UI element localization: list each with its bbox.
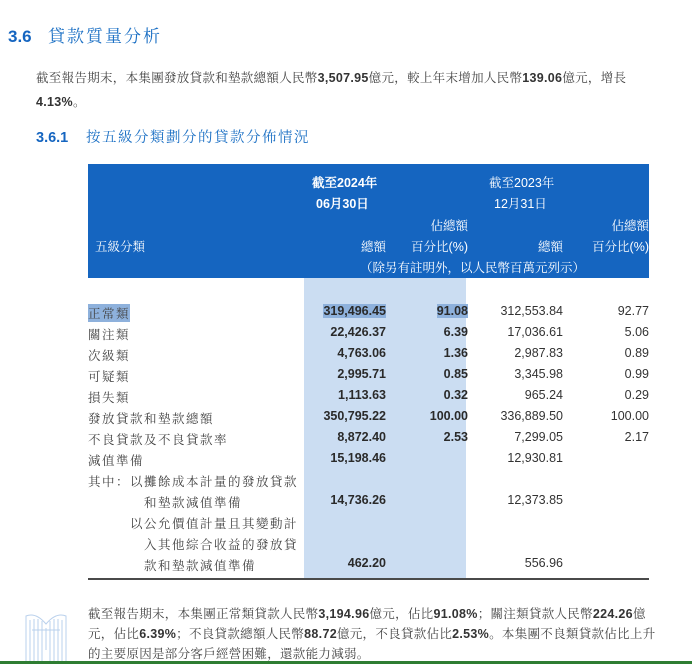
amount-2023: 312,553.84: [500, 304, 563, 318]
unit-note: （除另有註明外，以人民幣百萬元列示）: [360, 261, 586, 275]
pct-header-line2: 百分比(%): [592, 240, 649, 254]
pct-2023: 0.29: [624, 388, 649, 402]
row-label: 可疑類: [88, 370, 131, 384]
table-row: [88, 556, 649, 577]
table-body: [88, 278, 649, 578]
amount-2024: 14,736.26: [330, 493, 386, 507]
row-label: 和墊款減值準備: [144, 496, 243, 510]
amount-2023: 965.24: [524, 388, 563, 402]
period1-label: 截至2024年: [312, 176, 378, 190]
summary-paragraph: [88, 604, 668, 664]
amount-2023: 7,299.05: [514, 430, 563, 444]
pct-2024: 1.36: [443, 346, 468, 360]
period2-date: 12月31日: [494, 197, 547, 211]
amount-2023: 12,930.81: [507, 451, 563, 465]
amount-2023: 12,373.85: [507, 493, 563, 507]
amount-2023: 2,987.83: [514, 346, 563, 360]
summary-value: 91.08%: [433, 607, 478, 621]
row-label: 不良貸款及不良貸款率: [88, 433, 229, 447]
section-number: 3.6: [8, 27, 32, 46]
intro-text: 億元，較上年末增加人民幣: [368, 71, 523, 85]
row-label: 正常類: [88, 304, 130, 322]
intro-text: 億元，增長: [562, 71, 627, 85]
pct-2023: 0.89: [624, 346, 649, 360]
summary-text: 。本集團不良類貸款佔比上升的主要原因是部分客戶經營困難，還款能力減弱。: [88, 627, 656, 661]
summary-text: 億元，佔比: [369, 607, 434, 621]
category-header: 五級分類: [95, 240, 146, 254]
amount-2024: 1,113.63: [338, 388, 386, 402]
summary-value: 3,194.96: [318, 607, 370, 621]
pct-2023: 100.00: [610, 409, 649, 423]
table-row: [88, 493, 649, 514]
summary-value: 6.39%: [139, 627, 177, 641]
pct-2023: 5.06: [624, 325, 649, 339]
pct-2024: 0.85: [443, 367, 468, 381]
table-row: [88, 535, 649, 556]
subsection-number: 3.6.1: [36, 130, 69, 146]
summary-value: 224.26: [592, 607, 633, 621]
table-row: [88, 514, 649, 535]
pct-2024: 0.32: [443, 388, 468, 402]
table-header: [88, 164, 649, 278]
loan-classification-table: [88, 164, 649, 578]
period2-label: 截至2023年: [489, 176, 555, 190]
subsection-heading: [36, 126, 310, 147]
intro-text: 。: [72, 95, 86, 109]
pct-2023: 92.77: [617, 304, 649, 318]
summary-text: 截至報告期末，本集團正常類貸款人民幣: [88, 607, 319, 621]
row-label: 次級類: [88, 349, 131, 363]
row-label: 入其他綜合收益的發放貸: [144, 538, 299, 552]
amount-header: 總額: [360, 240, 386, 254]
amount-2024: 462.20: [347, 556, 386, 570]
pct-2024: 2.53: [443, 430, 468, 444]
intro-paragraph: [36, 66, 656, 114]
amount-2024: 2,995.71: [337, 367, 386, 381]
pct-2024: 6.39: [443, 325, 468, 339]
watermark-logo-icon: [22, 610, 70, 664]
amount-2024: 350,795.22: [323, 409, 386, 423]
amount-2024: 8,872.40: [337, 430, 386, 444]
row-label: 款和墊款減值準備: [144, 559, 257, 573]
row-label: 關注類: [88, 328, 131, 342]
pct-2024: 100.00: [429, 409, 468, 423]
pct-header-line1: 佔總額: [611, 219, 649, 233]
amount-2024: 4,763.06: [337, 346, 386, 360]
period1-date: 06月30日: [316, 197, 369, 211]
summary-text: 億元，佔比: [88, 607, 646, 641]
intro-value: 4.13%: [36, 95, 73, 109]
table-row: [88, 451, 649, 472]
amount-2023: 556.96: [524, 556, 563, 570]
amount-2024: 319,496.45: [323, 304, 386, 318]
table-row: [88, 388, 649, 409]
row-label: 損失類: [88, 391, 131, 405]
table-row: [88, 325, 649, 346]
summary-value: 88.72: [304, 627, 337, 641]
pct-2023: 0.99: [624, 367, 649, 381]
pct-header-line1: 佔總額: [430, 219, 468, 233]
table-row: [88, 304, 649, 325]
table-row: [88, 409, 649, 430]
pct-2024: 91.08: [436, 304, 468, 318]
amount-2023: 3,345.98: [514, 367, 563, 381]
table-bottom-rule: [88, 578, 649, 580]
section-title: 貸款質量分析: [48, 27, 162, 46]
table-row: [88, 346, 649, 367]
pct-header-line2: 百分比(%): [411, 240, 468, 254]
summary-text: ；不良貸款總額人民幣: [176, 627, 305, 641]
subsection-title: 按五級分類劃分的貸款分佈情況: [86, 130, 310, 146]
row-label: 其中：以攤餘成本計量的發放貸款: [88, 475, 299, 489]
intro-text: 截至報告期末，本集團發放貸款和墊款總額人民幣: [36, 71, 318, 85]
table-row: [88, 367, 649, 388]
row-label: 發放貸款和墊款總額: [88, 412, 215, 426]
table-row: [88, 472, 649, 493]
intro-value: 3,507.95: [317, 71, 369, 85]
pct-2023: 2.17: [624, 430, 649, 444]
amount-2024: 22,426.37: [330, 325, 386, 339]
amount-2023: 336,889.50: [500, 409, 563, 423]
summary-value: 2.53%: [452, 627, 490, 641]
amount-2024: 15,198.46: [330, 451, 386, 465]
row-label: 減值準備: [88, 454, 145, 468]
table-row: [88, 430, 649, 451]
summary-text: 億元，不良貸款佔比: [336, 627, 453, 641]
amount-2023: 17,036.61: [507, 325, 563, 339]
row-label: 以公允價值計量且其變動計: [130, 517, 299, 531]
summary-text: ；關注類貸款人民幣: [477, 607, 593, 621]
section-heading: [8, 22, 162, 47]
amount-header: 總額: [537, 240, 563, 254]
intro-value: 139.06: [522, 71, 563, 85]
